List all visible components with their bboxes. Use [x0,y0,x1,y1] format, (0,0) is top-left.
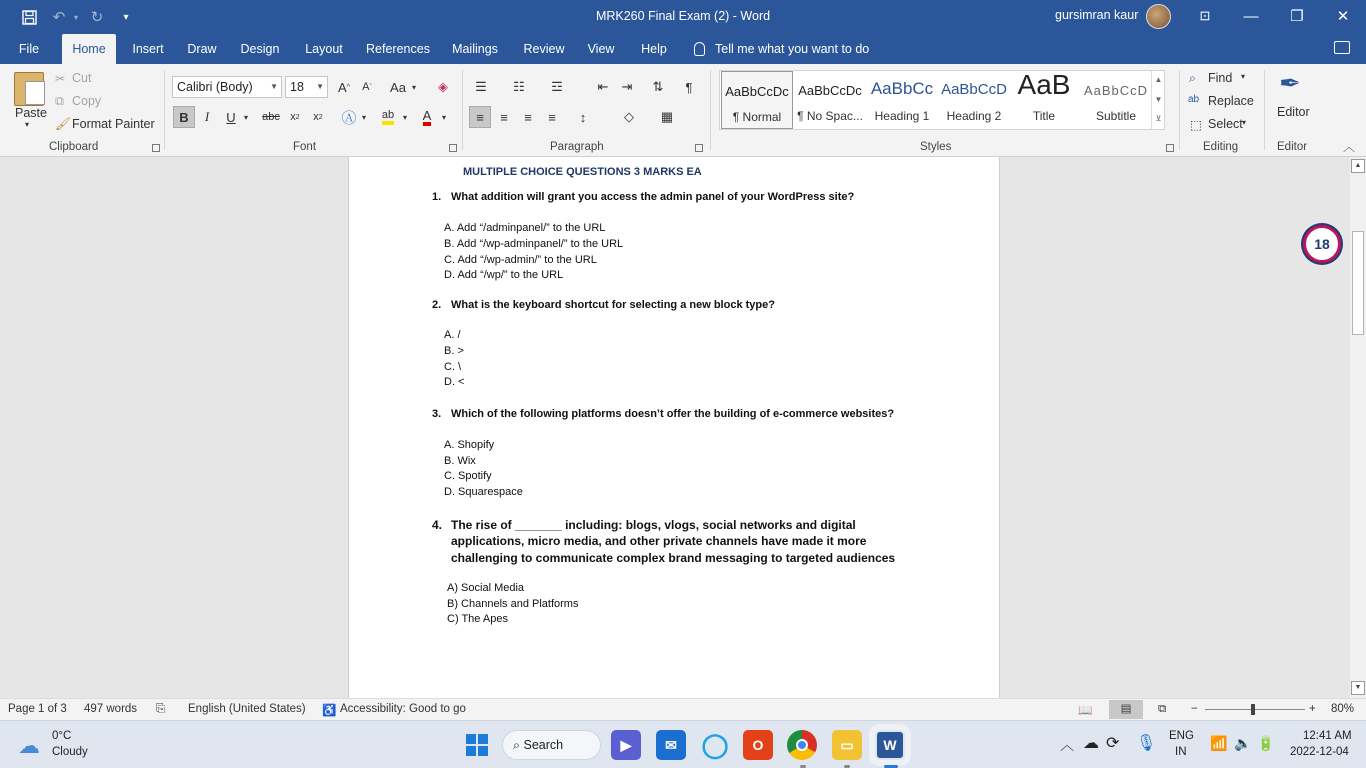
cut-icon[interactable]: ✂ [55,72,66,86]
tell-me-label: Tell me what you want to do [715,42,870,56]
answer-option: B) Channels and Platforms [447,598,579,610]
chevron-down-icon[interactable]: ▾ [411,82,416,92]
style-title[interactable] [1008,71,1080,129]
font-launcher-icon[interactable] [449,144,457,152]
scroll-down-icon[interactable]: ▼ [1351,681,1365,695]
shrink-font-icon[interactable]: A ˇ [362,81,372,93]
cortana-icon[interactable]: ◯ [701,731,729,759]
document-page[interactable] [348,157,1000,698]
title-bar [0,0,1366,34]
chevron-down-icon[interactable]: ▼ [1154,95,1163,104]
chevron-down-icon: ▼ [316,82,324,91]
answer-option: A. / [444,329,461,341]
scroll-thumb[interactable] [1352,231,1364,335]
page-count[interactable]: Page 1 of 3 [8,703,67,715]
style-preview: AaBbCcDc [798,83,862,98]
paragraph-launcher-icon[interactable] [695,144,703,152]
editor-group-label: Editor [1277,141,1308,153]
tab-layout[interactable]: Layout [305,42,343,56]
search-label: Search [523,738,564,752]
avatar[interactable] [1146,4,1171,29]
input-region[interactable]: IN [1175,746,1187,758]
input-language[interactable]: ENG [1169,730,1194,742]
bold-button[interactable]: B [173,106,195,128]
print-layout-icon[interactable]: ▤ [1109,700,1143,719]
tab-help[interactable]: Help [641,42,667,56]
taskbar [0,720,1366,768]
font-name-combo[interactable] [172,76,282,98]
question-number: 4. [432,518,443,532]
style-name: Heading 2 [946,109,1002,123]
strikethrough-button[interactable]: abc [262,111,280,123]
status-bar [0,698,1366,720]
language[interactable]: English (United States) [188,703,306,715]
chevron-up-icon[interactable]: ▲ [1154,75,1163,84]
answer-option: C. \ [444,361,462,373]
clipboard-launcher-icon[interactable] [152,144,160,152]
answer-option: D. Squarespace [444,486,523,498]
tell-me-search[interactable] [694,34,869,64]
question-text: What addition will grant you access the admin panel of your WordPress site? [451,191,855,203]
tab-file[interactable]: File [18,42,40,56]
ribbon-divider [1264,70,1265,150]
tab-draw[interactable]: Draw [187,42,217,56]
undo-icon[interactable]: ↶ [52,9,66,26]
tab-references[interactable]: References [366,42,430,56]
font-name-value: Calibri (Body) [177,80,253,94]
style-preview: AaBbCcDc [725,84,789,99]
chevron-down-icon: ▼ [270,82,278,91]
change-case-label: Aa [390,79,406,95]
line-spacing-icon[interactable]: ↕ [579,109,587,125]
wifi-icon[interactable]: 📶 [1210,735,1228,751]
paragraph-group-label: Paragraph [550,141,604,153]
weather-temperature[interactable]: 0°C [52,730,72,742]
chevron-down-icon[interactable]: ▾ [243,112,248,122]
ribbon-home [0,64,1366,157]
copy-icon[interactable]: ⧉ [55,94,64,108]
style-preview: AaBbCc [870,79,934,98]
show-hidden-icons[interactable]: ︿ [1060,737,1074,753]
style-heading-1[interactable] [866,71,938,129]
tab-review[interactable]: Review [523,42,565,56]
word-count[interactable]: 497 words [84,703,138,715]
decrease-indent-icon[interactable]: ⇤ [597,79,609,94]
style-heading-2[interactable] [938,71,1010,129]
highlight-color-icon[interactable]: ab [377,106,399,128]
chevron-down-icon[interactable]: ▾ [1242,118,1247,127]
numbering-icon[interactable]: ☷ [513,79,525,94]
align-center-button[interactable]: ≡ [500,109,508,125]
select-icon[interactable]: ⬚ [1190,118,1202,132]
find-icon[interactable]: ⌕ [1189,71,1197,85]
answer-option: B. Add “/wp-adminpanel/” to the URL [444,238,624,250]
styles-launcher-icon[interactable] [1166,144,1174,152]
answer-option: A. Shopify [444,439,495,451]
question-text-line: The rise of _______ including: blogs, vlogs, social networks and digital [451,518,856,532]
answer-option: A. Add “/adminpanel/” to the URL [444,222,606,234]
font-size-value: 18 [290,80,304,94]
taskbar-search[interactable] [502,730,601,760]
minimize-button[interactable]: — [1243,7,1259,25]
answer-option: C. Spotify [444,470,492,482]
text-effects-icon[interactable]: Ⓐ [341,109,357,127]
vertical-scrollbar[interactable] [1350,157,1366,698]
paste-dropdown-icon[interactable]: ▾ [25,120,30,129]
office-icon[interactable]: O [743,730,773,760]
editor-icon[interactable]: ✒ [1279,68,1301,98]
style-preview: AaBbCcD [1083,83,1149,98]
editing-group-label: Editing [1203,141,1239,153]
comments-icon[interactable] [1334,41,1350,54]
sync-icon[interactable]: ⟳ [1106,735,1120,752]
replace-icon[interactable]: ab [1188,94,1200,105]
word-icon[interactable]: W [875,730,905,760]
answer-option: B. Wix [444,455,476,467]
section-heading: MULTIPLE CHOICE QUESTIONS 3 MARKS EA [463,166,702,178]
customize-quick-access-icon[interactable]: ▾ [123,11,129,23]
style-normal[interactable] [721,71,793,129]
document-title: MRK260 Final Exam (2) - Word [595,9,771,23]
document-area [0,157,1350,698]
style-name: Title [1032,109,1056,123]
battery-icon[interactable]: 🔋 [1257,735,1275,751]
search-icon: ⌕ [513,738,524,752]
windows-start-icon[interactable] [462,730,492,760]
tab-home[interactable]: Home [62,34,116,64]
ribbon-divider [1179,70,1180,150]
answer-option: C. Add “/wp-admin/” to the URL [444,254,597,266]
tab-design[interactable]: Design [240,42,280,56]
weather-description[interactable]: Cloudy [52,746,88,758]
style-name: ¶ Normal [732,110,782,124]
editor-button[interactable]: Editor [1277,105,1310,119]
show-formatting-icon[interactable]: ¶ [685,79,693,95]
zoom-in-icon[interactable]: + [1309,703,1316,715]
microphone-icon[interactable]: 🎙 [1136,735,1157,752]
zoom-slider[interactable] [1205,709,1305,710]
style-name: Heading 1 [874,109,930,123]
grow-font-icon[interactable]: A ^ [338,79,350,95]
styles-group-label: Styles [920,141,952,153]
paste-button[interactable]: Paste [15,106,47,120]
chevron-down-icon[interactable]: ▾ [441,112,446,122]
chrome-icon[interactable] [787,730,817,760]
ribbon-display-options-icon[interactable]: ⊡ [1199,8,1211,23]
undo-dropdown-icon[interactable]: ▾ [73,12,78,22]
question-text-line: applications, micro media, and other private channels have made it more [451,534,867,548]
zoom-out-icon[interactable]: − [1191,703,1198,715]
format-painter-icon[interactable]: 🖌 [55,117,71,131]
answer-option: B. > [444,345,464,357]
align-right-button[interactable]: ≡ [524,109,532,125]
subscript-button[interactable]: x 2 [290,111,300,123]
accessibility-icon[interactable]: ♿ [322,705,337,717]
answer-option: D. Add “/wp/” to the URL [444,269,564,281]
accessibility-status[interactable]: Accessibility: Good to go [340,703,466,715]
close-button[interactable]: ✕ [1336,8,1350,25]
borders-icon[interactable]: ▦ [660,109,674,124]
styles-gallery[interactable] [719,70,1165,130]
clipboard-group-label: Clipboard [49,141,99,153]
question-text: Which of the following platforms doesn’t offer the building of e-commerce websites? [451,408,895,420]
restore-button[interactable]: ❐ [1290,8,1304,25]
save-icon[interactable] [18,7,40,27]
style-no-spacing[interactable] [794,71,866,129]
lightbulb-icon [694,42,705,56]
shading-icon[interactable]: ◇ [624,109,634,124]
answer-option: C) The Apes [447,613,508,625]
cut-button[interactable]: Cut [72,71,92,85]
question-number: 3. [432,408,442,420]
ribbon-divider [710,70,711,150]
copy-button[interactable]: Copy [72,94,102,108]
italic-button[interactable]: I [204,109,210,124]
file-explorer-icon[interactable]: ▭ [832,730,862,760]
tab-mailings[interactable]: Mailings [452,42,498,56]
web-layout-icon[interactable]: ⧉ [1158,703,1167,715]
question-number: 2. [432,299,442,311]
mail-icon[interactable]: ✉ [656,730,686,760]
teams-chat-icon[interactable]: ▶ [611,730,641,760]
underline-button[interactable]: U [226,109,236,125]
style-subtitle[interactable] [1080,71,1152,129]
tab-insert[interactable]: Insert [132,42,164,56]
style-name: ¶ No Spac... [797,109,863,123]
increase-indent-icon[interactable]: ⇥ [621,79,633,94]
answer-option: D. < [444,376,465,388]
onedrive-icon[interactable]: ☁ [1083,735,1099,752]
replace-button[interactable]: Replace [1208,94,1254,108]
change-case-icon[interactable] [385,76,411,98]
volume-icon[interactable]: 🔈 [1234,735,1252,751]
justify-button[interactable]: ≡ [548,109,556,125]
scroll-up-icon[interactable]: ▲ [1351,159,1365,173]
ribbon-tabs [0,34,1366,64]
question-text: What is the keyboard shortcut for selecting a new block type? [451,299,775,311]
style-preview: AaBbCcD [941,81,1007,98]
bullets-icon[interactable]: ☰ [475,79,487,94]
font-size-combo[interactable] [285,76,328,98]
cloud-icon[interactable]: ☁ [18,733,40,758]
collapse-ribbon-icon[interactable]: ︿ [1343,140,1356,154]
styles-scroll[interactable] [1151,70,1165,130]
format-painter-button[interactable]: Format Painter [72,117,155,131]
clear-formatting-icon[interactable]: ◈ [438,79,448,94]
question-text-line: challenging to communicate complex brand messaging to targeted audiences [451,551,896,565]
tab-view[interactable]: View [587,42,615,56]
chevron-down-icon[interactable]: ▾ [402,112,407,122]
proofing-icon[interactable]: ⎘ [156,703,166,715]
align-left-button[interactable]: ≡ [469,106,491,128]
zoom-level[interactable]: 80% [1331,703,1355,715]
question-number: 1. [432,191,442,203]
font-group-label: Font [293,141,317,153]
ribbon-divider [164,70,165,150]
find-button[interactable]: Find [1208,71,1233,85]
style-name: Subtitle [1095,109,1137,123]
multilevel-list-icon[interactable]: ☲ [551,79,563,94]
chevron-down-icon[interactable]: ▾ [1241,72,1246,81]
paste-icon[interactable] [14,72,44,106]
more-styles-icon[interactable]: ⊻ [1155,114,1162,123]
notification-badge[interactable]: 18 [1303,225,1341,263]
answer-option: A) Social Media [447,582,525,594]
sort-icon[interactable]: ⇅ [652,79,664,94]
user-name[interactable]: gursimran kaur [1055,8,1139,22]
select-button[interactable]: Select [1208,117,1243,131]
zoom-slider-thumb[interactable] [1251,704,1255,715]
clock-time[interactable]: 12:41 AM [1303,730,1352,742]
ribbon-divider [462,70,463,150]
read-mode-icon[interactable]: 📖 [1078,705,1093,717]
clock-date[interactable]: 2022-12-04 [1290,746,1349,758]
style-preview: AaB [1017,69,1071,100]
redo-icon[interactable]: ↻ [90,9,104,26]
superscript-button[interactable]: x 2 [313,111,323,123]
font-color-icon[interactable]: A [416,106,438,128]
chevron-down-icon[interactable]: ▾ [361,112,366,122]
